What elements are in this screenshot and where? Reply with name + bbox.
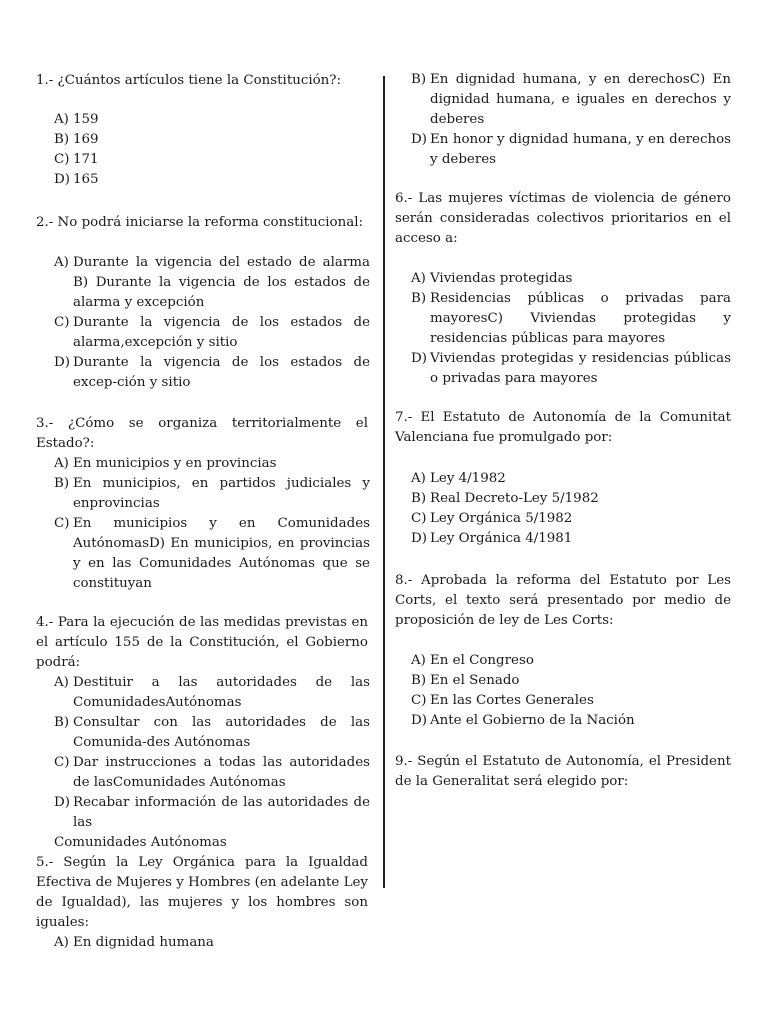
option[interactable]: B) En municipios, en partidos judiciales y enprovincias bbox=[54, 476, 370, 511]
column-divider bbox=[383, 76, 385, 888]
option[interactable]: D) Durante la vigencia de los estados de excep-ción y sitio bbox=[54, 355, 370, 390]
option[interactable]: B) En dignidad humana, y en derechosC) En dignidad humana, e iguales en derechos y deberes bbox=[411, 72, 731, 127]
option[interactable]: A) Destituir a las autoridades de las ComunidadesAutónomas bbox=[54, 675, 370, 710]
option[interactable]: D) Viviendas protegidas y residencias públicas o privadas para mayores bbox=[411, 351, 731, 386]
question-2: 2.- No podrá iniciarse la reforma constitucional: bbox=[36, 215, 364, 230]
option[interactable]: A) Viviendas protegidas bbox=[411, 271, 573, 286]
question-1-options bbox=[54, 110, 370, 190]
question-4-options bbox=[54, 673, 370, 833]
question-8: 8.- Aprobada la reforma del Estatuto por Les Corts, el texto será presentado por medio de proposición de ley de Les Corts: bbox=[395, 573, 731, 628]
option[interactable]: A) En municipios y en provincias bbox=[54, 456, 277, 471]
question-4: 4.- Para la ejecución de las medidas previstas en el artículo 155 de la Constitución, el Gobierno podrá: bbox=[36, 615, 368, 670]
option[interactable]: C) 171 bbox=[54, 152, 99, 167]
option[interactable]: B) Real Decreto-Ley 5/1982 bbox=[411, 491, 599, 506]
option[interactable]: B) En el Senado bbox=[411, 673, 520, 688]
option[interactable]: A) Durante la vigencia del estado de alarma B) Durante la vigencia de los estados de alarma y excepción bbox=[54, 255, 370, 310]
question-5: 5.- Según la Ley Orgánica para la Igualdad Efectiva de Mujeres y Hombres (en adelante Ley de Igualdad), las mujeres y los hombres son iguales: bbox=[36, 855, 368, 930]
question-3-options bbox=[54, 454, 370, 594]
option[interactable]: C) Ley Orgánica 5/1982 bbox=[411, 511, 573, 526]
option[interactable]: A) En dignidad humana bbox=[54, 935, 214, 950]
question-7: 7.- El Estatuto de Autonomía de la Comunitat Valenciana fue promulgado por: bbox=[395, 410, 731, 445]
option[interactable]: B) Residencias públicas o privadas para mayoresC) Viviendas protegidas y residencias públicas para mayores bbox=[411, 291, 731, 346]
option[interactable]: D) En honor y dignidad humana, y en derechos y deberes bbox=[411, 132, 731, 167]
option[interactable]: D) 165 bbox=[54, 172, 99, 187]
question-3: 3.- ¿Cómo se organiza territorialmente el Estado?: bbox=[36, 416, 368, 451]
question-5-options-continued bbox=[411, 70, 731, 170]
question-2-options bbox=[54, 253, 370, 393]
option[interactable]: B) 169 bbox=[54, 132, 99, 147]
option[interactable]: C) Durante la vigencia de los estados de alarma,excepción y sitio bbox=[54, 315, 370, 350]
question-6: 6.- Las mujeres víctimas de violencia de género serán consideradas colectivos prioritarios en el acceso a: bbox=[395, 191, 731, 246]
option[interactable]: C) En las Cortes Generales bbox=[411, 693, 594, 708]
option-continuation: Comunidades Autónomas bbox=[54, 835, 227, 850]
option[interactable]: B) Consultar con las autoridades de las Comunida-des Autónomas bbox=[54, 715, 370, 750]
question-7-options bbox=[411, 469, 731, 549]
option[interactable]: C) Dar instrucciones a todas las autoridades de lasComunidades Autónomas bbox=[54, 755, 370, 790]
option[interactable]: D) Ley Orgánica 4/1981 bbox=[411, 531, 573, 546]
option[interactable]: D) Ante el Gobierno de la Nación bbox=[411, 713, 635, 728]
question-6-options bbox=[411, 269, 731, 389]
question-8-options bbox=[411, 651, 731, 731]
question-5-options bbox=[54, 933, 370, 953]
question-1: 1.- ¿Cuántos artículos tiene la Constitución?: bbox=[36, 73, 341, 88]
option[interactable]: A) 159 bbox=[54, 112, 99, 127]
option[interactable]: A) En el Congreso bbox=[411, 653, 534, 668]
option[interactable]: A) Ley 4/1982 bbox=[411, 471, 506, 486]
question-9: 9.- Según el Estatuto de Autonomía, el President de la Generalitat será elegido por: bbox=[395, 754, 731, 789]
option[interactable]: D) Recabar información de las autoridades de las bbox=[54, 795, 370, 830]
option[interactable]: C) En municipios y en Comunidades AutónomasD) En municipios, en provincias y en las Comunidades Autónomas que se constituyan bbox=[54, 516, 370, 591]
